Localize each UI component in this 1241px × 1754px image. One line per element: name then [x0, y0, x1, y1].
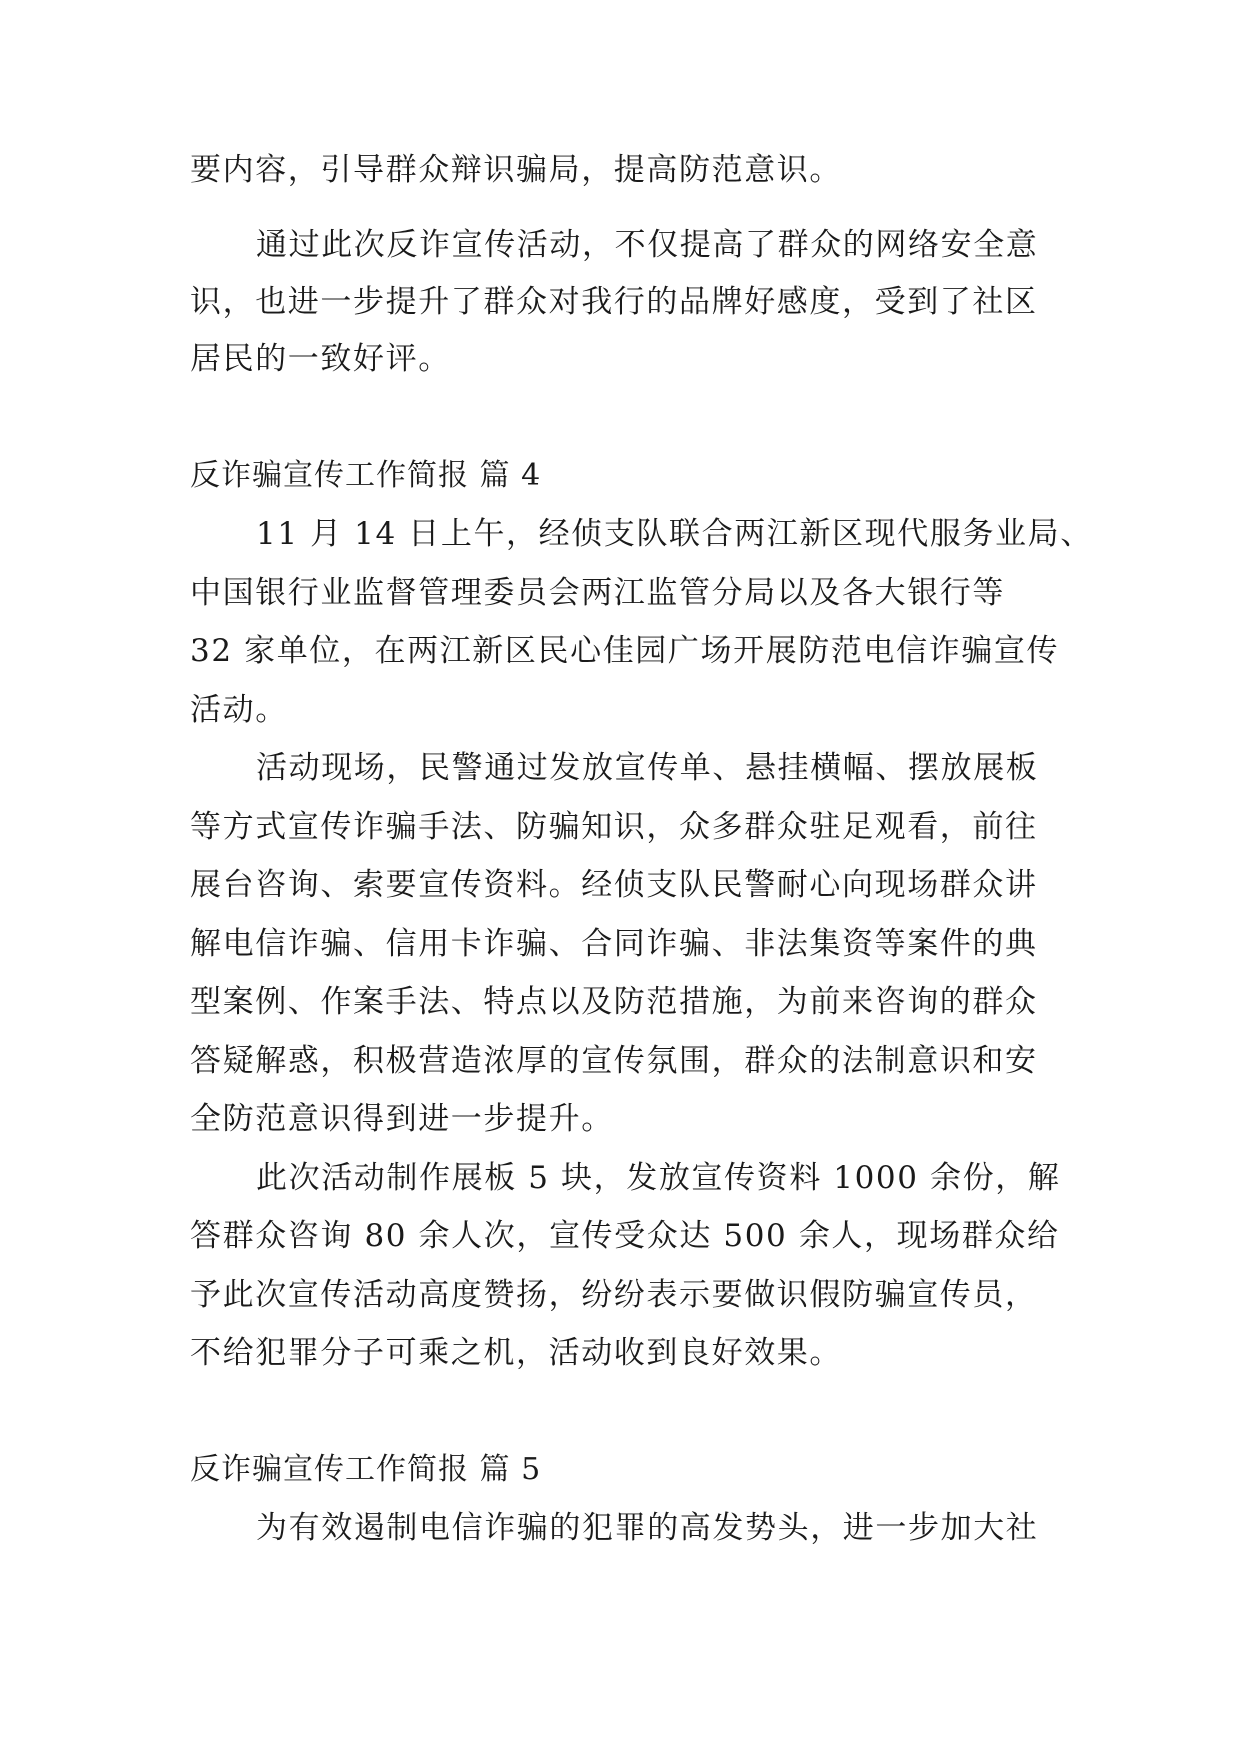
- paragraph-line: 通过此次反诈宣传活动，不仅提高了群众的网络安全意: [256, 227, 1039, 263]
- paragraph-line: 居民的一致好评。: [190, 341, 451, 377]
- paragraph-line: 答疑解惑，积极营造浓厚的宣传氛围，群众的法制意识和安: [190, 1043, 1038, 1079]
- paragraph-line: 等方式宣传诈骗手法、防骗知识，众多群众驻足观看，前往: [190, 809, 1038, 845]
- paragraph-line: 活动现场，民警通过发放宣传单、悬挂横幅、摆放展板: [256, 750, 1039, 786]
- paragraph-line: 32 家单位，在两江新区民心佳园广场开展防范电信诈骗宣传: [190, 633, 1060, 669]
- section-heading: 反诈骗宣传工作简报 篇 4: [190, 458, 542, 493]
- paragraph-line: 展台咨询、索要宣传资料。经侦支队民警耐心向现场群众讲: [190, 867, 1038, 903]
- paragraph-line: 型案例、作案手法、特点以及防范措施，为前来咨询的群众: [190, 984, 1038, 1020]
- paragraph-line: 11 月 14 日上午，经侦支队联合两江新区现代服务业局、: [256, 516, 1093, 552]
- paragraph-line: 此次活动制作展板 5 块，发放宣传资料 1000 余份，解: [256, 1160, 1061, 1196]
- paragraph-line: 中国银行业监督管理委员会两江监管分局以及各大银行等: [190, 575, 1005, 611]
- paragraph-line: 识，也进一步提升了群众对我行的品牌好感度，受到了社区: [190, 284, 1038, 320]
- paragraph-line: 解电信诈骗、信用卡诈骗、合同诈骗、非法集资等案件的典: [190, 926, 1038, 962]
- paragraph-line: 予此次宣传活动高度赞扬，纷纷表示要做识假防骗宣传员，: [190, 1277, 1038, 1313]
- paragraph-line: 要内容，引导群众辩识骗局，提高防范意识。: [190, 152, 842, 188]
- paragraph-line: 活动。: [190, 692, 288, 728]
- paragraph-line: 不给犯罪分子可乘之机，活动收到良好效果。: [190, 1335, 842, 1371]
- paragraph-line: 为有效遏制电信诈骗的犯罪的高发势头，进一步加大社: [256, 1510, 1039, 1546]
- paragraph-line: 答群众咨询 80 余人次，宣传受众达 500 余人，现场群众给: [190, 1218, 1060, 1254]
- paragraph-line: 全防范意识得到进一步提升。: [190, 1101, 614, 1137]
- section-heading: 反诈骗宣传工作简报 篇 5: [190, 1452, 542, 1487]
